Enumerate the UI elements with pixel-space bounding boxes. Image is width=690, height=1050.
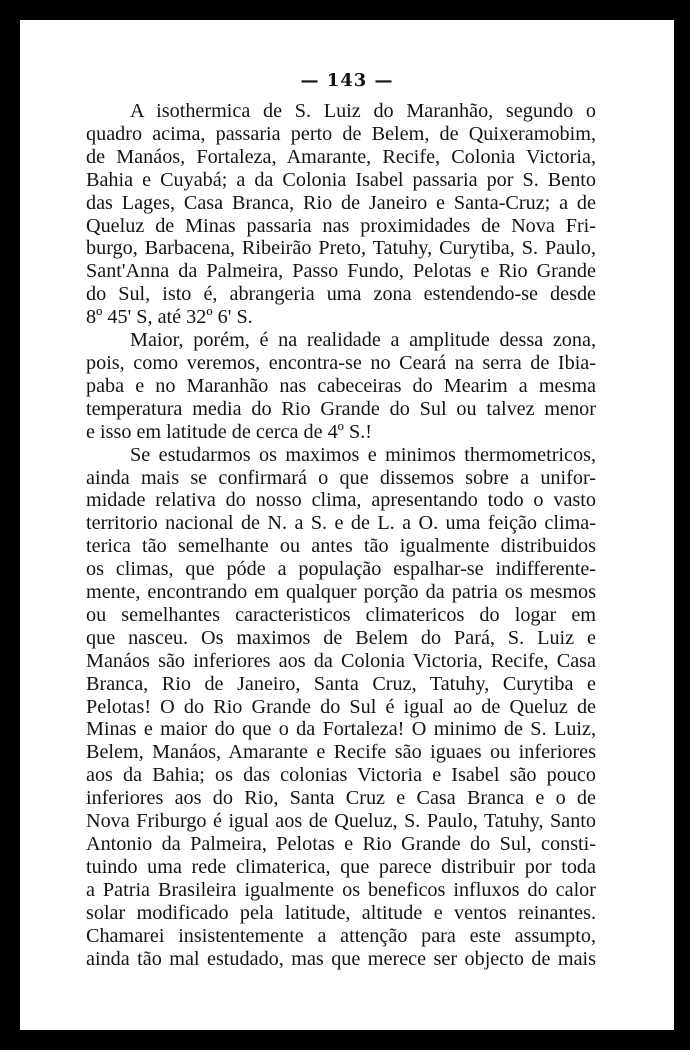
text-line: Se estudarmos os maximos e minimos thermometricos,	[130, 443, 596, 466]
text-line: de Manáos, Fortaleza, Amarante, Recife, Colonia Victoria,	[86, 145, 596, 168]
text-line: Belem, Manáos, Amarante e Recife são iguaes ou inferiores	[86, 741, 596, 764]
text-line: aos da Bahia; os das colonias Victoria e Isabel são pouco	[86, 764, 596, 787]
text-line: Pelotas! O do Rio Grande do Sul é igual ao de Queluz de	[86, 695, 596, 718]
text-line: tuindo uma rede climaterica, que parece distribuir por toda	[86, 855, 596, 878]
text-line: A isothermica de S. Luiz do Maranhão, segundo o	[130, 100, 596, 122]
paragraph	[86, 329, 596, 444]
text-line: a Patria Brasileira igualmente os beneficos influxos do calor	[86, 878, 596, 901]
text-line: Minas e maior do que o da Fortaleza! O minimo de S. Luiz,	[86, 718, 596, 741]
paragraph	[86, 444, 596, 971]
text-line: das Lages, Casa Branca, Rio de Janeiro e Santa-Cruz; a de	[86, 191, 596, 214]
text-line: Bahia e Cuyabá; a da Colonia Isabel passaria por S. Bento	[86, 168, 596, 191]
text-line: quadro acima, passaria perto de Belem, de Quixeramobim,	[86, 122, 596, 145]
text-line: e isso em latitude de cerca de 4º S.!	[86, 420, 372, 443]
text-line: os climas, que póde a população espalhar-se indifferente-	[86, 558, 596, 581]
text-line: Maior, porém, é na realidade a amplitude dessa zona,	[130, 329, 596, 352]
text-line: Antonio da Palmeira, Pelotas e Rio Grande do Sul, consti-	[86, 833, 596, 855]
text-line: Manáos são inferiores aos da Colonia Victoria, Recife, Casa	[86, 649, 596, 672]
text-line: 8º 45' S, até 32º 6' S.	[86, 306, 253, 329]
text-line: burgo, Barbacena, Ribeirão Preto, Tatuhy, Curytiba, S. Paulo,	[86, 237, 596, 260]
text-line: ou semelhantes caracteristicos climatericos do logar em	[86, 603, 596, 626]
text-line: Queluz de Minas passaria nas proximidades de Nova Fri-	[86, 214, 596, 237]
text-line: paba e no Maranhão nas cabeceiras do Mearim a mesma	[86, 374, 596, 397]
page-number: — 143 —	[300, 70, 394, 91]
text-line: mente, encontrando em qualquer porção da patria os mesmos	[86, 581, 596, 604]
text-line: do Sul, isto é, abrangeria uma zona estendendo-se desde	[86, 283, 596, 306]
text-line: temperatura media do Rio Grande do Sul ou talvez menor	[86, 397, 596, 420]
text-line: solar modificado pela latitude, altitude e ventos reinantes.	[86, 901, 596, 924]
body-text	[86, 100, 596, 970]
text-line: territorio nacional de N. a S. e de L. a O. uma feição clima-	[86, 512, 596, 535]
text-line: que nasceu. Os maximos de Belem do Pará, S. Luiz e	[86, 626, 596, 649]
text-line: ainda tão mal estudado, mas que merece ser objecto de mais	[86, 947, 596, 970]
text-line: Sant'Anna da Palmeira, Passo Fundo, Pelotas e Rio Grande	[86, 260, 596, 283]
book-page	[20, 20, 674, 1030]
text-line: ainda mais se confirmará o que dissemos sobre a unifor-	[86, 466, 596, 489]
text-line: midade relativa do nosso clima, apresentando todo o vasto	[86, 489, 596, 512]
text-line: pois, como veremos, encontra-se no Ceará na serra de Ibia-	[86, 351, 596, 374]
text-line: inferiores aos do Rio, Santa Cruz e Casa Branca e o de	[86, 787, 596, 810]
paragraph	[86, 100, 596, 329]
text-line: Nova Friburgo é igual aos de Queluz, S. Paulo, Tatuhy, Santo	[86, 810, 596, 833]
text-line: Chamarei insistentemente a attenção para este assumpto,	[86, 924, 596, 947]
text-line: terica tão semelhante ou antes tão igualmente distribuidos	[86, 535, 596, 558]
text-line: Branca, Rio de Janeiro, Santa Cruz, Tatuhy, Curytiba e	[86, 672, 596, 695]
